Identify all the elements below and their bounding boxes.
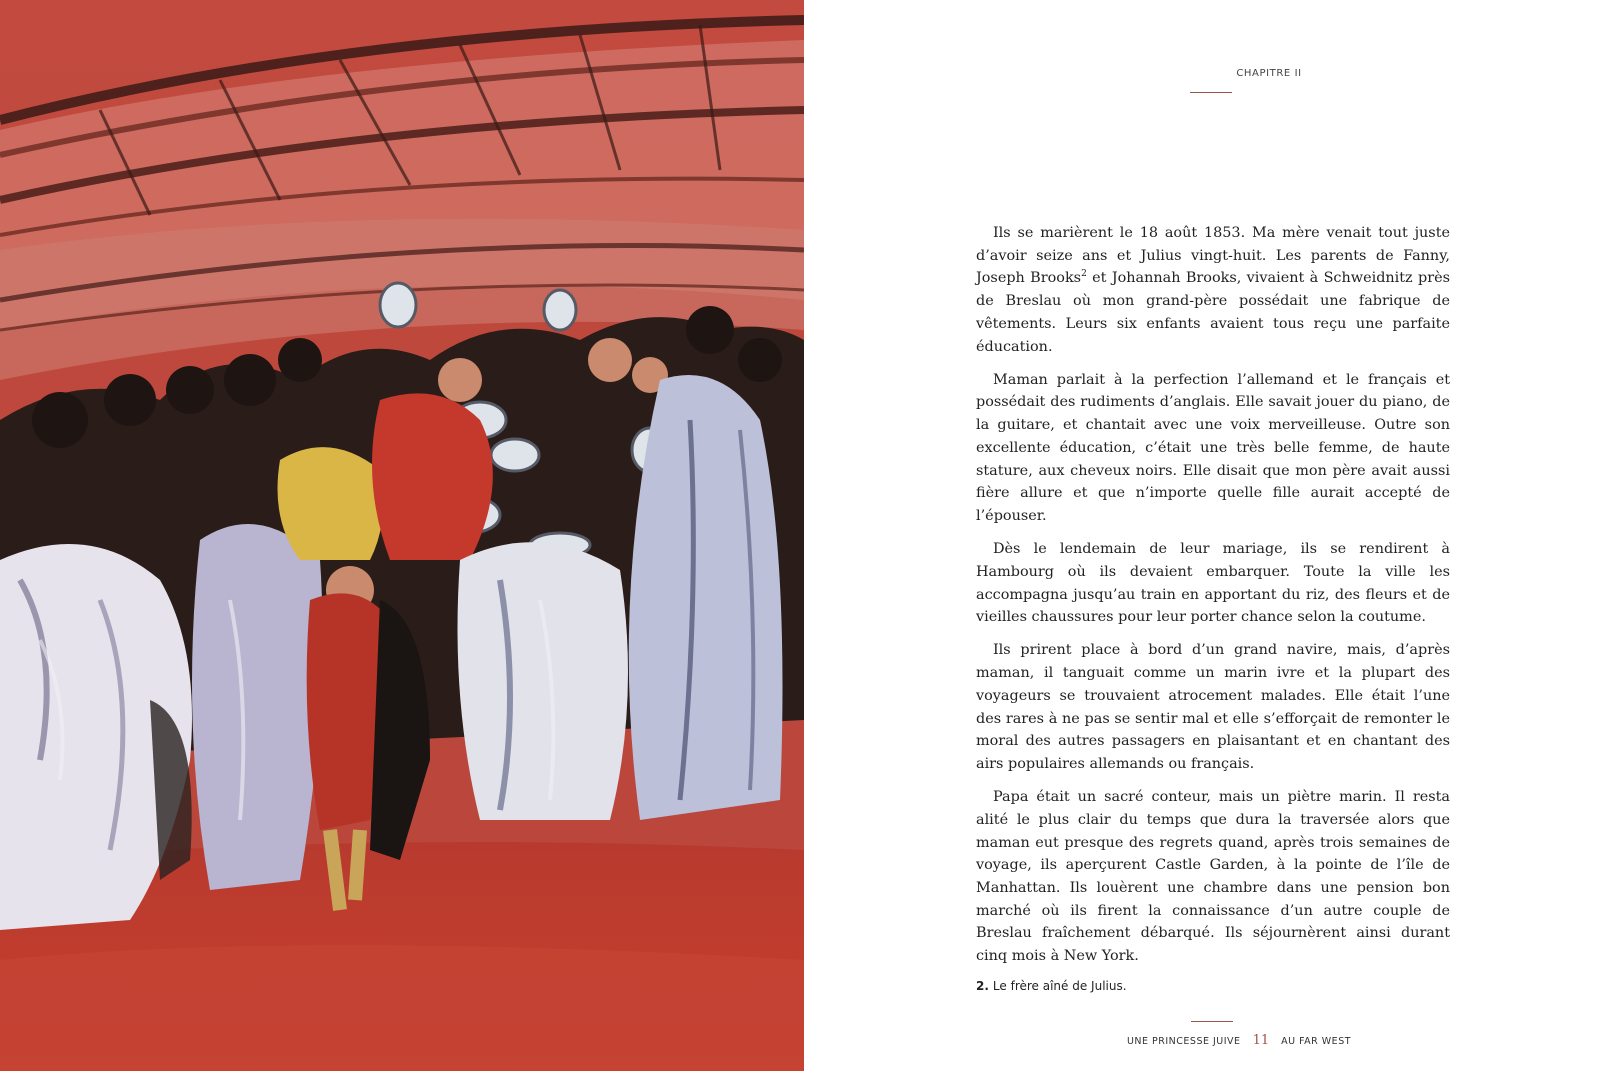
- page-number: 11: [1252, 1033, 1270, 1048]
- paragraph: Papa était un sacré conteur, mais un piètre marin. Il resta alité le plus clair du temps que dura la traversée alors que maman eut presque des regrets quand, après trois semaines de voyage, ils aperçurent Castle Garden, à la pointe de l’île de Manhattan. Ils louèrent une chambre dans une pension bon marché où ils firent la connaissance d’un autre couple de Breslau fraîchement débarqué. Ils séjournèrent ainsi durant cinq mois à New York.: [976, 789, 1450, 965]
- paragraph: Ils prirent place à bord d’un grand navire, mais, d’après maman, il tanguait comme un marin ivre et la plupart des voyageurs se trouvaient atrocement malades. Elle était l’une des rares à ne pas se sentir mal et elle s’efforçait de remonter le moral des autres passagers en plaisantant et en chantant des airs populaires allemands ou français.: [976, 642, 1450, 772]
- paragraph-text: Ils se marièrent le 18 août 1853. Ma mère venait tout juste d’avoir seize ans et Julius vingt-huit. Les parents de Fanny, Joseph Brooks: [976, 225, 1450, 287]
- paragraph: Dès le lendemain de leur mariage, ils se rendirent à Hambourg où ils devaient embarquer. Toute la ville les accompagna jusqu’au train en apportant du riz, des fleurs et de vieilles chaussures pour leur porter chance selon la coutume.: [976, 541, 1450, 626]
- book-title-right: AU FAR WEST: [1281, 1036, 1352, 1047]
- text-page: [804, 0, 1600, 1071]
- running-footer: [1074, 1033, 1404, 1048]
- footer-divider: [1191, 1021, 1233, 1022]
- chapter-heading: CHAPITRE II: [1236, 68, 1302, 79]
- footnote-number: 2.: [976, 979, 989, 993]
- footnote: [976, 979, 1450, 993]
- body-text: [976, 222, 1450, 978]
- paragraph: [976, 222, 1450, 358]
- footnote-reference[interactable]: 2: [1081, 269, 1087, 280]
- footnote-text: Le frère aîné de Julius.: [992, 979, 1127, 993]
- book-title-left: UNE PRINCESSE JUIVE: [1126, 1036, 1241, 1047]
- chapter-divider: [1190, 92, 1232, 93]
- paragraph: Maman parlait à la perfection l’allemand et le français et possédait des rudiments d’anglais. Elle savait jouer du piano, de la guitare, et chantait avec une voix merveilleuse. Outre son excellente éducation, c’était une très belle femme, de haute stature, aux cheveux noirs. Elle disait que mon père avait aussi fière allure et que n’importe quelle fille aurait accepté de l’épouser.: [976, 371, 1450, 524]
- paragraph-text: et Johannah Brooks, vivaient à Schweidnitz près de Breslau où mon grand-père possédait une fabrique de vêtements. Leurs six enfants avaient tous reçu une parfaite éducation.: [976, 270, 1450, 355]
